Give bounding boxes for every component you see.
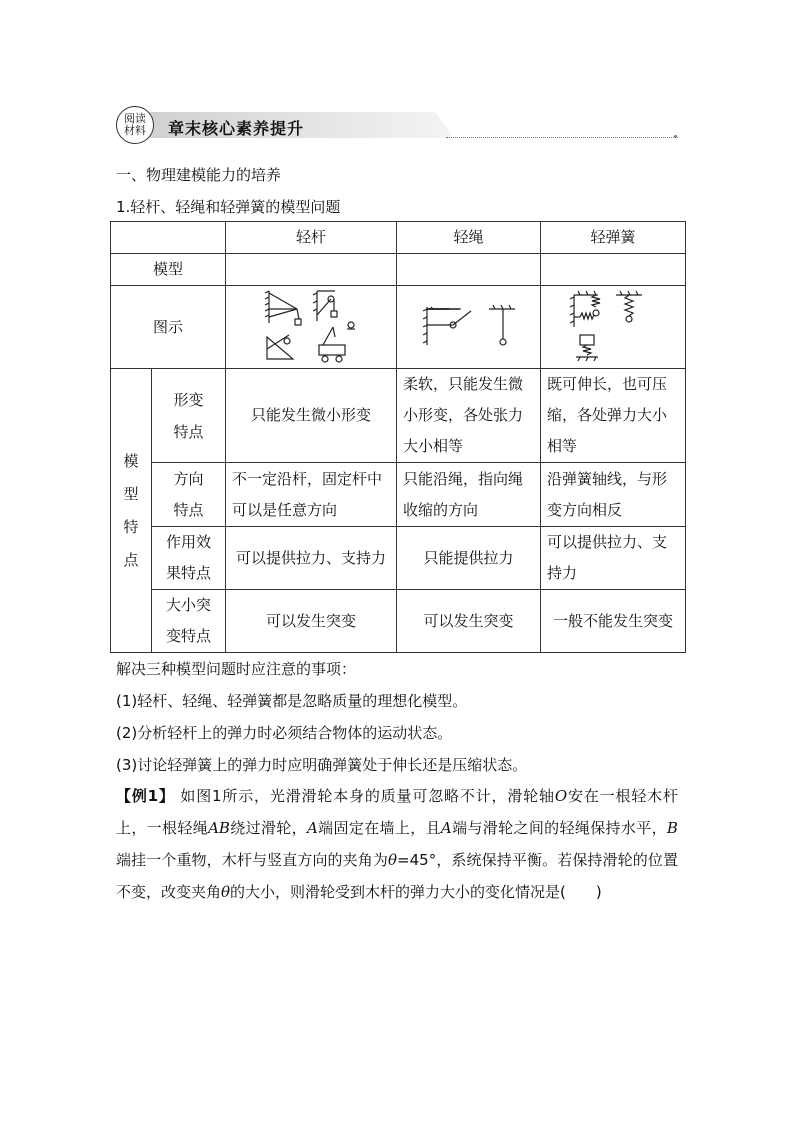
cell-rope-deformation: 柔软，只能发生微小形变，各处张力大小相等 — [397, 369, 541, 463]
symbol-theta: θ — [388, 851, 398, 869]
row-label: 形变特点 — [173, 390, 204, 441]
rod-diagram-cell — [226, 286, 397, 369]
model-row — [111, 254, 686, 286]
model-cell-rope — [397, 254, 541, 286]
example-text: 端挂一个重物，木杆与竖直方向的夹角为 — [116, 851, 389, 869]
light-spring-diagram — [568, 289, 658, 365]
note-item-3: (3)讨论轻弹簧上的弹力时应明确弹簧处于伸长还是压缩状态。 — [116, 756, 528, 774]
symbol-B: B — [666, 819, 678, 837]
diagram-row — [111, 286, 686, 369]
symbol-A: A — [306, 819, 318, 837]
feature-row-sudden-change — [111, 590, 686, 653]
symbol-theta: θ — [221, 883, 231, 901]
example-1-paragraph — [116, 780, 678, 908]
note-item-1: (1)轻杆、轻绳、轻弹簧都是忽略质量的理想化模型。 — [116, 692, 468, 710]
group-label: 模型特点 — [123, 451, 139, 569]
cell-rod-sudden-change: 可以发生突变 — [226, 590, 397, 653]
symbol-O: O — [554, 787, 568, 805]
example-text: 端固定在墙上，且 — [317, 819, 441, 837]
cell-rope-direction: 只能沿绳，指向绳收缩的方向 — [397, 463, 541, 527]
notes-intro: 解决三种模型问题时应注意的事项： — [116, 660, 357, 678]
row-label-direction — [152, 463, 226, 527]
model-cell-rod — [226, 254, 397, 286]
note-item-2: (2)分析轻杆上的弹力时必须结合物体的运动状态。 — [116, 724, 453, 742]
section-heading: 一、物理建模能力的培养 — [116, 166, 282, 184]
reading-material-badge — [116, 106, 154, 144]
example-label: 【例1】 — [116, 787, 175, 805]
feature-row-direction — [111, 463, 686, 527]
header-row — [111, 222, 686, 254]
model-cell-spring — [541, 254, 686, 286]
spring-diagram-cell — [541, 286, 686, 369]
example-text: =45°，系统保持平衡。若保持滑轮的位置不变，改变夹角 — [116, 851, 678, 901]
badge-line2: 材料 — [124, 124, 146, 137]
cell-rod-effect: 可以提供拉力、支持力 — [226, 527, 397, 590]
row-label: 大小突变特点 — [166, 596, 212, 645]
feature-row-effect — [111, 527, 686, 590]
group-label-cell — [111, 369, 152, 653]
banner-rule — [446, 137, 678, 138]
header-corner — [111, 222, 226, 254]
cell-rod-deformation: 只能发生微小形变 — [226, 369, 397, 463]
section-banner — [116, 106, 678, 142]
symbol-AB: AB — [208, 819, 230, 837]
banner-title: 章末核心素养提升 — [168, 119, 305, 138]
example-text: 绕过滑轮， — [229, 819, 307, 837]
row-label-deformation — [152, 369, 226, 463]
row-label: 作用效果特点 — [166, 533, 212, 582]
row-label-effect — [152, 527, 226, 590]
row-label-sudden-change — [152, 590, 226, 653]
subsection-heading: 1.轻杆、轻绳和轻弹簧的模型问题 — [116, 198, 341, 216]
header-rope: 轻绳 — [397, 222, 541, 254]
model-comparison-table — [110, 221, 686, 653]
light-rod-diagram — [263, 289, 359, 365]
rope-diagram-cell — [397, 286, 541, 369]
header-spring: 轻弹簧 — [541, 222, 686, 254]
cell-rope-sudden-change: 可以发生突变 — [397, 590, 541, 653]
cell-spring-sudden-change: 一般不能发生突变 — [541, 590, 686, 653]
example-text: 安在一根轻木杆上，一根轻绳 — [116, 787, 678, 837]
diagram-label: 图示 — [111, 286, 226, 369]
banner-rule-dot — [674, 135, 677, 138]
cell-spring-deformation: 既可伸长，也可压缩，各处弹力大小相等 — [541, 369, 686, 463]
cell-spring-effect: 可以提供拉力、支持力 — [541, 527, 686, 590]
cell-spring-direction: 沿弹簧轴线，与形变方向相反 — [541, 463, 686, 527]
example-text: 如图1所示，光滑滑轮本身的质量可忽略不计，滑轮轴 — [174, 787, 555, 805]
feature-row-deformation — [111, 369, 686, 463]
light-rope-diagram — [419, 297, 519, 357]
cell-rope-effect: 只能提供拉力 — [397, 527, 541, 590]
badge-line1: 阅读 — [124, 112, 146, 125]
row-label: 方向特点 — [173, 469, 204, 519]
header-rod: 轻杆 — [226, 222, 397, 254]
model-label: 模型 — [111, 254, 226, 286]
example-text: 的大小，则滑轮受到木杆的弹力大小的变化情况是( ) — [230, 883, 602, 901]
cell-rod-direction: 不一定沿杆，固定杆中可以是任意方向 — [226, 463, 397, 527]
symbol-A: A — [440, 819, 452, 837]
example-text: 端与滑轮之间的轻绳保持水平， — [451, 819, 667, 837]
